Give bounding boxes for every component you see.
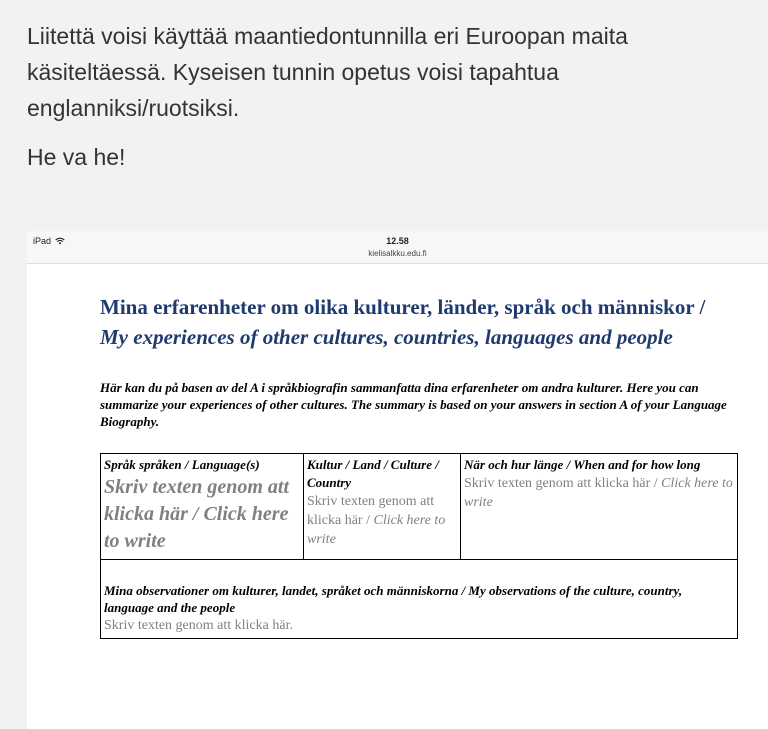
table-row: [101, 454, 738, 560]
culture-cell: [304, 454, 461, 560]
observations-cell: [101, 560, 738, 639]
status-bar: [27, 231, 768, 264]
status-time: 12.58: [386, 236, 409, 246]
culture-header: Kultur / Land / Culture / Country: [307, 457, 439, 490]
device-label: iPad: [33, 236, 52, 246]
language-input[interactable]: Skriv texten genom att klicka här / Click here to write: [104, 476, 289, 552]
document: [100, 294, 745, 639]
duration-placeholder-en: Click here to write: [464, 476, 733, 510]
language-cell: [101, 454, 304, 560]
title-swedish: Mina erfarenheter om olika kulturer, länder, språk och människor /: [100, 295, 706, 319]
title-english: My experiences of other cultures, countries, languages and people: [100, 325, 673, 349]
duration-placeholder-sv: Skriv texten genom att klicka här /: [464, 476, 662, 491]
duration-input[interactable]: [464, 474, 734, 512]
observations-input[interactable]: Skriv texten genom att klicka här.: [104, 618, 293, 633]
culture-placeholder-en: Click here to write: [307, 513, 446, 547]
duration-header: När och hur länge / When and for how long: [464, 457, 701, 472]
culture-placeholder-sv: Skriv texten genom att klicka här /: [307, 494, 435, 528]
intro-paragraph-2: He va he!: [27, 144, 126, 170]
ipad-screenshot: [27, 231, 768, 729]
experience-table: [100, 453, 738, 639]
culture-input[interactable]: [307, 492, 457, 549]
table-row: [101, 560, 738, 639]
duration-cell: [461, 454, 738, 560]
observations-header: Mina observationer om kulturer, landet, språket och människorna / My observations of the culture, country, language and the people: [104, 583, 683, 615]
instruction-text: Här kan du på basen av del A i språkbiografin sammanfatta dina erfarenheter om andra kulturer. Here you can summarize your experiences of other cultures. The summary is based on your answers in section A of your Language Biography.: [100, 380, 727, 429]
intro-text: [27, 18, 757, 175]
address-url[interactable]: kielisalkku.edu.fi: [368, 249, 427, 258]
intro-paragraph-1: Liitettä voisi käyttää maantiedontunnilla eri Euroopan maita käsiteltäessä. Kyseisen tunnin opetus voisi tapahtua englanniksi/ruotsiksi.: [27, 23, 628, 121]
language-header: Språk språken / Language(s): [104, 457, 260, 472]
